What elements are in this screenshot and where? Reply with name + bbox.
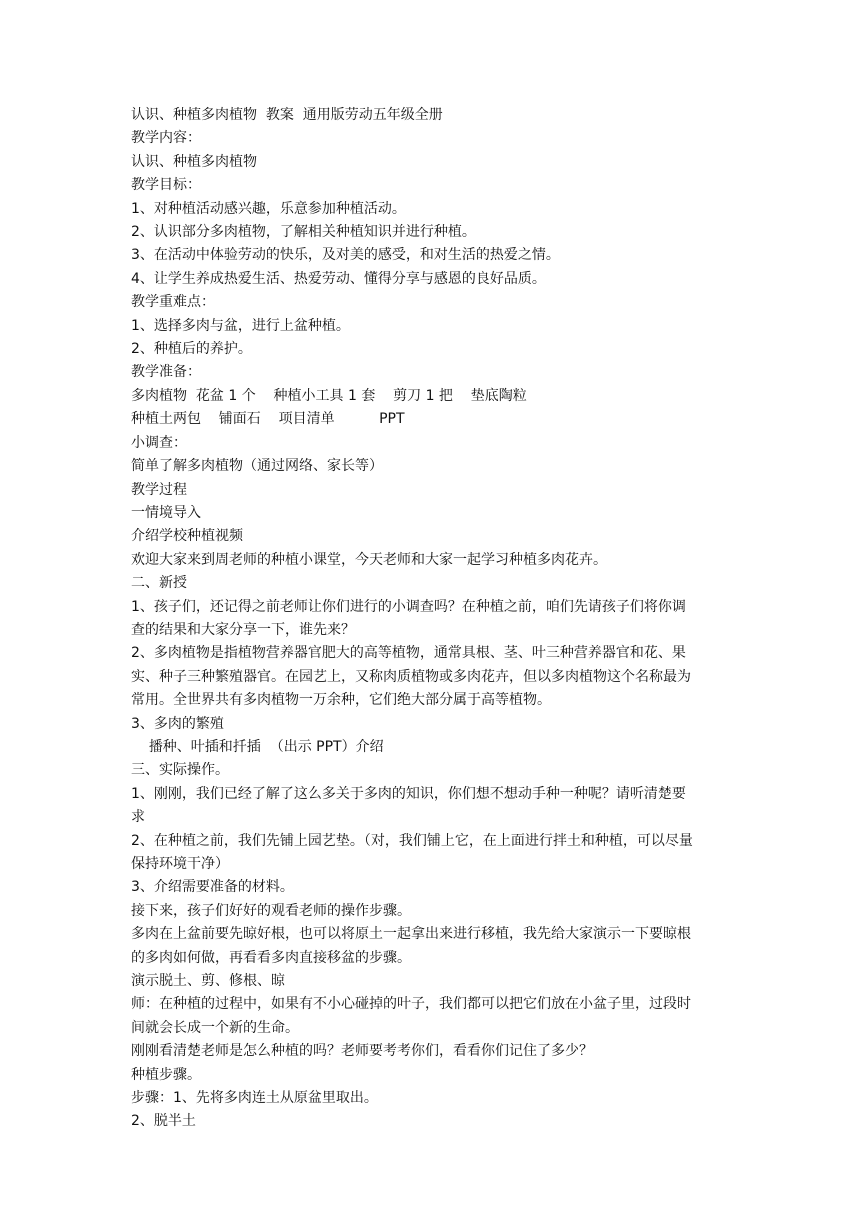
paragraph-line: 常用。全世界共有多肉植物一万余种，它们绝大部分属于高等植物。 [131, 692, 551, 709]
section-heading: 教学内容： [131, 130, 201, 147]
paragraph-line: 认识、种植多肉植物 [131, 153, 257, 170]
paragraph-line: 种植土两包 铺面石 项目清单 PPT [131, 411, 405, 428]
paragraph-line: 3、多肉的繁殖 [131, 715, 224, 732]
paragraph-line: 1、刚刚，我们已经了解了这么多关于多肉的知识，你们想不想动手种一种呢？请听清楚要 [131, 785, 686, 802]
paragraph-line: 介绍学校种植视频 [131, 528, 243, 545]
document-body [131, 104, 731, 1134]
paragraph-line: 2、多肉植物是指植物营养器官肥大的高等植物，通常具根、茎、叶三种营养器官和花、果 [131, 645, 686, 662]
paragraph-line: 1、选择多肉与盆，进行上盆种植。 [131, 317, 350, 334]
section-heading: 教学准备： [131, 364, 201, 381]
paragraph-line: 欢迎大家来到周老师的种植小课堂，今天老师和大家一起学习种植多肉花卉。 [131, 551, 607, 568]
paragraph-line: 的多肉如何做，再看看多肉直接移盆的步骤。 [131, 949, 411, 966]
paragraph-line: 多肉在上盆前要先晾好根，也可以将原土一起拿出来进行移植，我先给大家演示一下要晾根 [131, 926, 691, 943]
paragraph-line: 查的结果和大家分享一下，谁先来？ [131, 621, 355, 638]
paragraph-line: 3、在活动中体验劳动的快乐，及对美的感受，和对生活的热爱之情。 [131, 247, 560, 264]
paragraph-line: 多肉植物 花盆 1 个 种植小工具 1 套 剪刀 1 把 垫底陶粒 [131, 387, 527, 404]
section-heading: 三、实际操作。 [131, 762, 229, 779]
paragraph-line: 2、在种植之前，我们先铺上园艺垫。（对，我们铺上它，在上面进行拌土和种植，可以尽量 [131, 832, 693, 849]
document-title: 认识、种植多肉植物 教案 通用版劳动五年级全册 [131, 107, 443, 123]
paragraph-line: 简单了解多肉植物（通过网络、家长等） [131, 458, 383, 475]
paragraph-line: 一情境导入 [131, 504, 201, 521]
paragraph-line: 接下来，孩子们好好的观看老师的操作步骤。 [131, 902, 411, 919]
paragraph-line: 演示脱土、剪、修根、晾 [131, 973, 285, 990]
paragraph-line: 1、对种植活动感兴趣，乐意参加种植活动。 [131, 200, 406, 217]
paragraph-line: 2、种植后的养护。 [131, 341, 252, 358]
section-heading: 小调查： [131, 434, 187, 451]
paragraph-line: 3、介绍需要准备的材料。 [131, 879, 294, 896]
paragraph-line: 播种、叶插和扦插 （出示 PPT）介绍 [131, 738, 384, 755]
paragraph-line: 刚刚看清楚老师是怎么种植的吗？老师要考考你们，看看你们记住了多少？ [131, 1043, 593, 1060]
paragraph-line: 保持环境干净） [131, 856, 229, 872]
paragraph-line: 间就会长成一个新的生命。 [131, 1019, 299, 1036]
section-heading: 二、新授 [131, 575, 187, 592]
section-heading: 教学过程 [131, 481, 187, 498]
paragraph-line: 种植步骤。 [131, 1066, 201, 1083]
paragraph-line: 步骤：1、先将多肉连土从原盆里取出。 [131, 1090, 378, 1107]
section-heading: 教学目标： [131, 177, 201, 194]
paragraph-line: 2、脱半土 [131, 1113, 196, 1130]
paragraph-line: 1、孩子们，还记得之前老师让你们进行的小调查吗？在种植之前，咱们先请孩子们将你调 [131, 598, 686, 615]
paragraph-line: 4、让学生养成热爱生活、热爱劳动、懂得分享与感恩的良好品质。 [131, 270, 546, 287]
paragraph-line: 2、认识部分多肉植物，了解相关种植知识并进行种植。 [131, 224, 476, 241]
paragraph-line: 实、种子三种繁殖器官。在园艺上，又称肉质植物或多肉花卉，但以多肉植物这个名称最为 [131, 668, 691, 685]
paragraph-line: 求 [131, 809, 145, 826]
paragraph-line: 师：在种植的过程中，如果有不小心碰掉的叶子，我们都可以把它们放在小盆子里，过段时 [131, 996, 691, 1013]
section-heading: 教学重难点： [131, 294, 215, 311]
